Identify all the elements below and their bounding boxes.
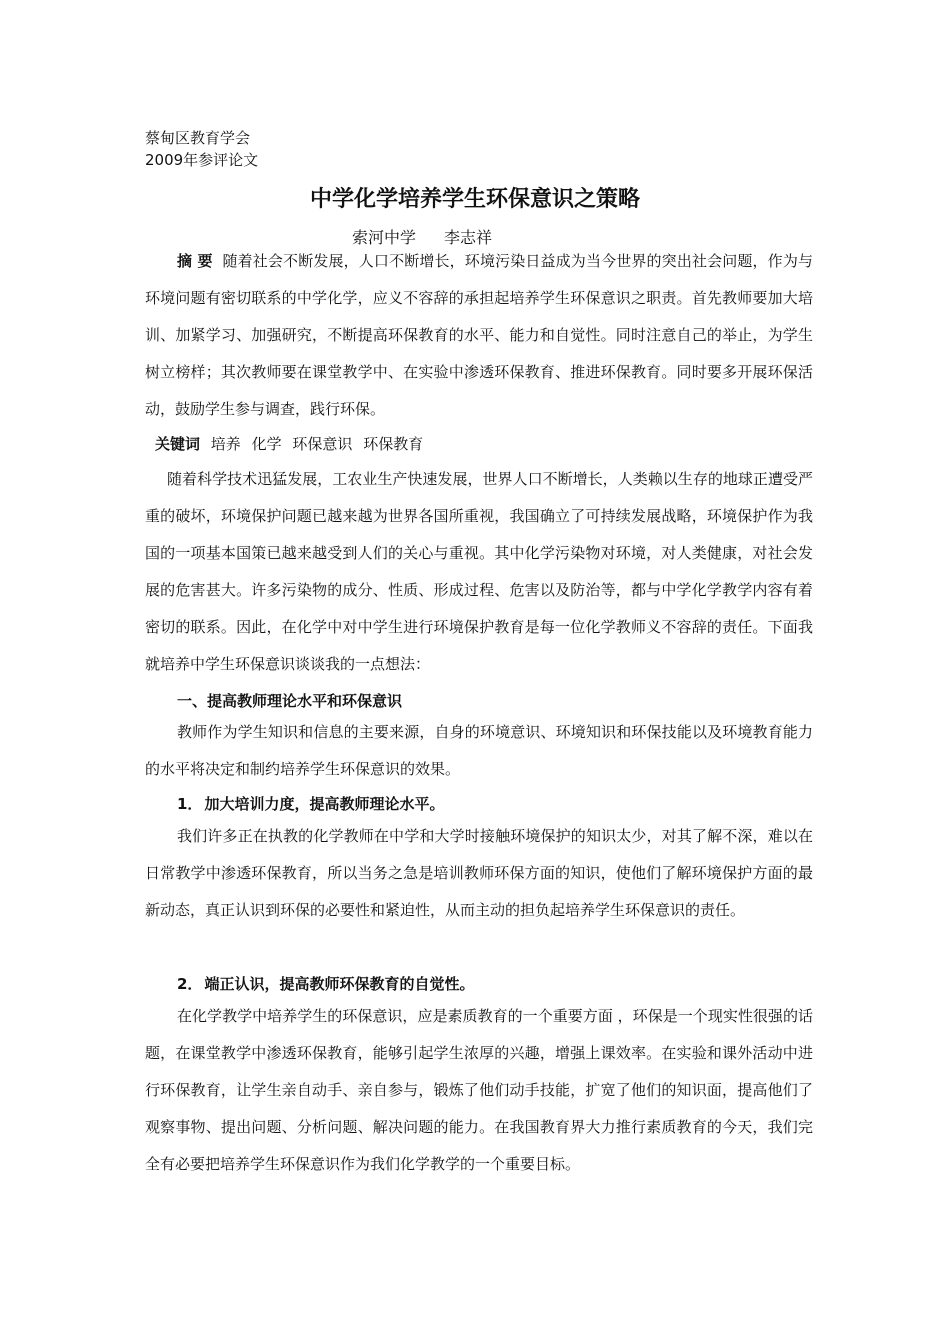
sub1-paragraph: 我们许多正在执教的化学教师在中学和大学时接触环境保护的知识太少，对其了解不深，难以在日常教学中渗透环保教育，所以当务之急是培训教师环保方面的知识，使他们了解环境保护方面的最新动态，真正认识到环保的必要性和紧迫性，从而主动的担负起培养学生环保意识的责任。 [145,827,813,919]
abstract-text: 随着社会不断发展，人口不断增长，环境污染日益成为当今世界的突出社会问题，作为与环境问题有密切联系的中学化学，应义不容辞的承担起培养学生环保意识之职责。首先教师要加大培训、加紧学习、加强研究，不断提高环保教育的水平、能力和自觉性。同时注意自己的举止，为学生树立榜样；其次教师要在课堂教学中、在实验中渗透环保教育、推进环保教育。同时要多开展环保活动，鼓励学生参与调查，践行环保。 [145,252,813,418]
keyword-item: 环保教育 [363,435,424,453]
author-name: 李志祥 [444,228,493,247]
section1-paragraph: 教师作为学生知识和信息的主要来源，自身的环境意识、环境知识和环保技能以及环境教育能力的水平将决定和制约培养学生环保意识的效果。 [145,723,813,778]
keyword-item: 培养 [210,435,241,453]
keywords-label: 关键词 [155,435,201,453]
abstract-label: 摘 要 [177,252,213,270]
page-title: 中学化学培养学生环保意识之策略 [309,187,640,212]
section1-heading: 一、提高教师理论水平和环保意识 [177,692,403,710]
keywords-line [155,430,423,458]
keyword-item: 环保意识 [292,435,353,453]
header-org: 蔡甸区教育学会 [145,129,251,147]
author-school: 索河中学 [352,228,417,247]
sub1-heading-text: 加大培训力度，提高教师理论水平。 [204,795,445,813]
sub2-paragraph: 在化学教学中培养学生的环保意识，应是素质教育的一个重要方面 ，环保是一个现实性很强的话题，在课堂教学中渗透环保教育，能够引起学生浓厚的兴趣，增强上课效率。在实验和课外活动中进行环保教育，让学生亲自动手、亲自参与，锻炼了他们动手技能，扩宽了他们的知识面，提高他们了观察事物、提出问题、分析问题、解决问题的能力。在我国教育界大力推行素质教育的今天，我们完全有必要把培养学生环保意识作为我们化学教学的一个重要目标。 [145,1007,813,1173]
abstract-paragraph [145,243,813,428]
sub2-heading [177,970,474,998]
sub2-heading-text: 端正认识，提高教师环保教育的自觉性。 [204,975,475,993]
keyword-item: 化学 [251,435,282,453]
sub2-number: 2． [177,975,203,993]
sub1-heading [177,790,444,818]
header-subtitle: 2009年参评论文 [145,151,259,169]
intro-paragraph: 随着科学技术迅猛发展，工农业生产快速发展，世界人口不断增长，人类赖以生存的地球正遭受严重的破坏，环境保护问题已越来越为世界各国所重视，我国确立了可持续发展战略，环境保护作为我国的一项基本国策已越来越受到人们的关心与重视。其中化学污染物对环境，对人类健康，对社会发展的危害甚大。许多污染物的成分、性质、形成过程、危害以及防治等，都与中学化学教学内容有着密切的联系。因此，在化学中对中学生进行环境保护教育是每一位化学教师义不容辞的责任。下面我就培养中学生环保意识谈谈我的一点想法： [145,470,813,673]
sub1-number: 1． [177,795,203,813]
